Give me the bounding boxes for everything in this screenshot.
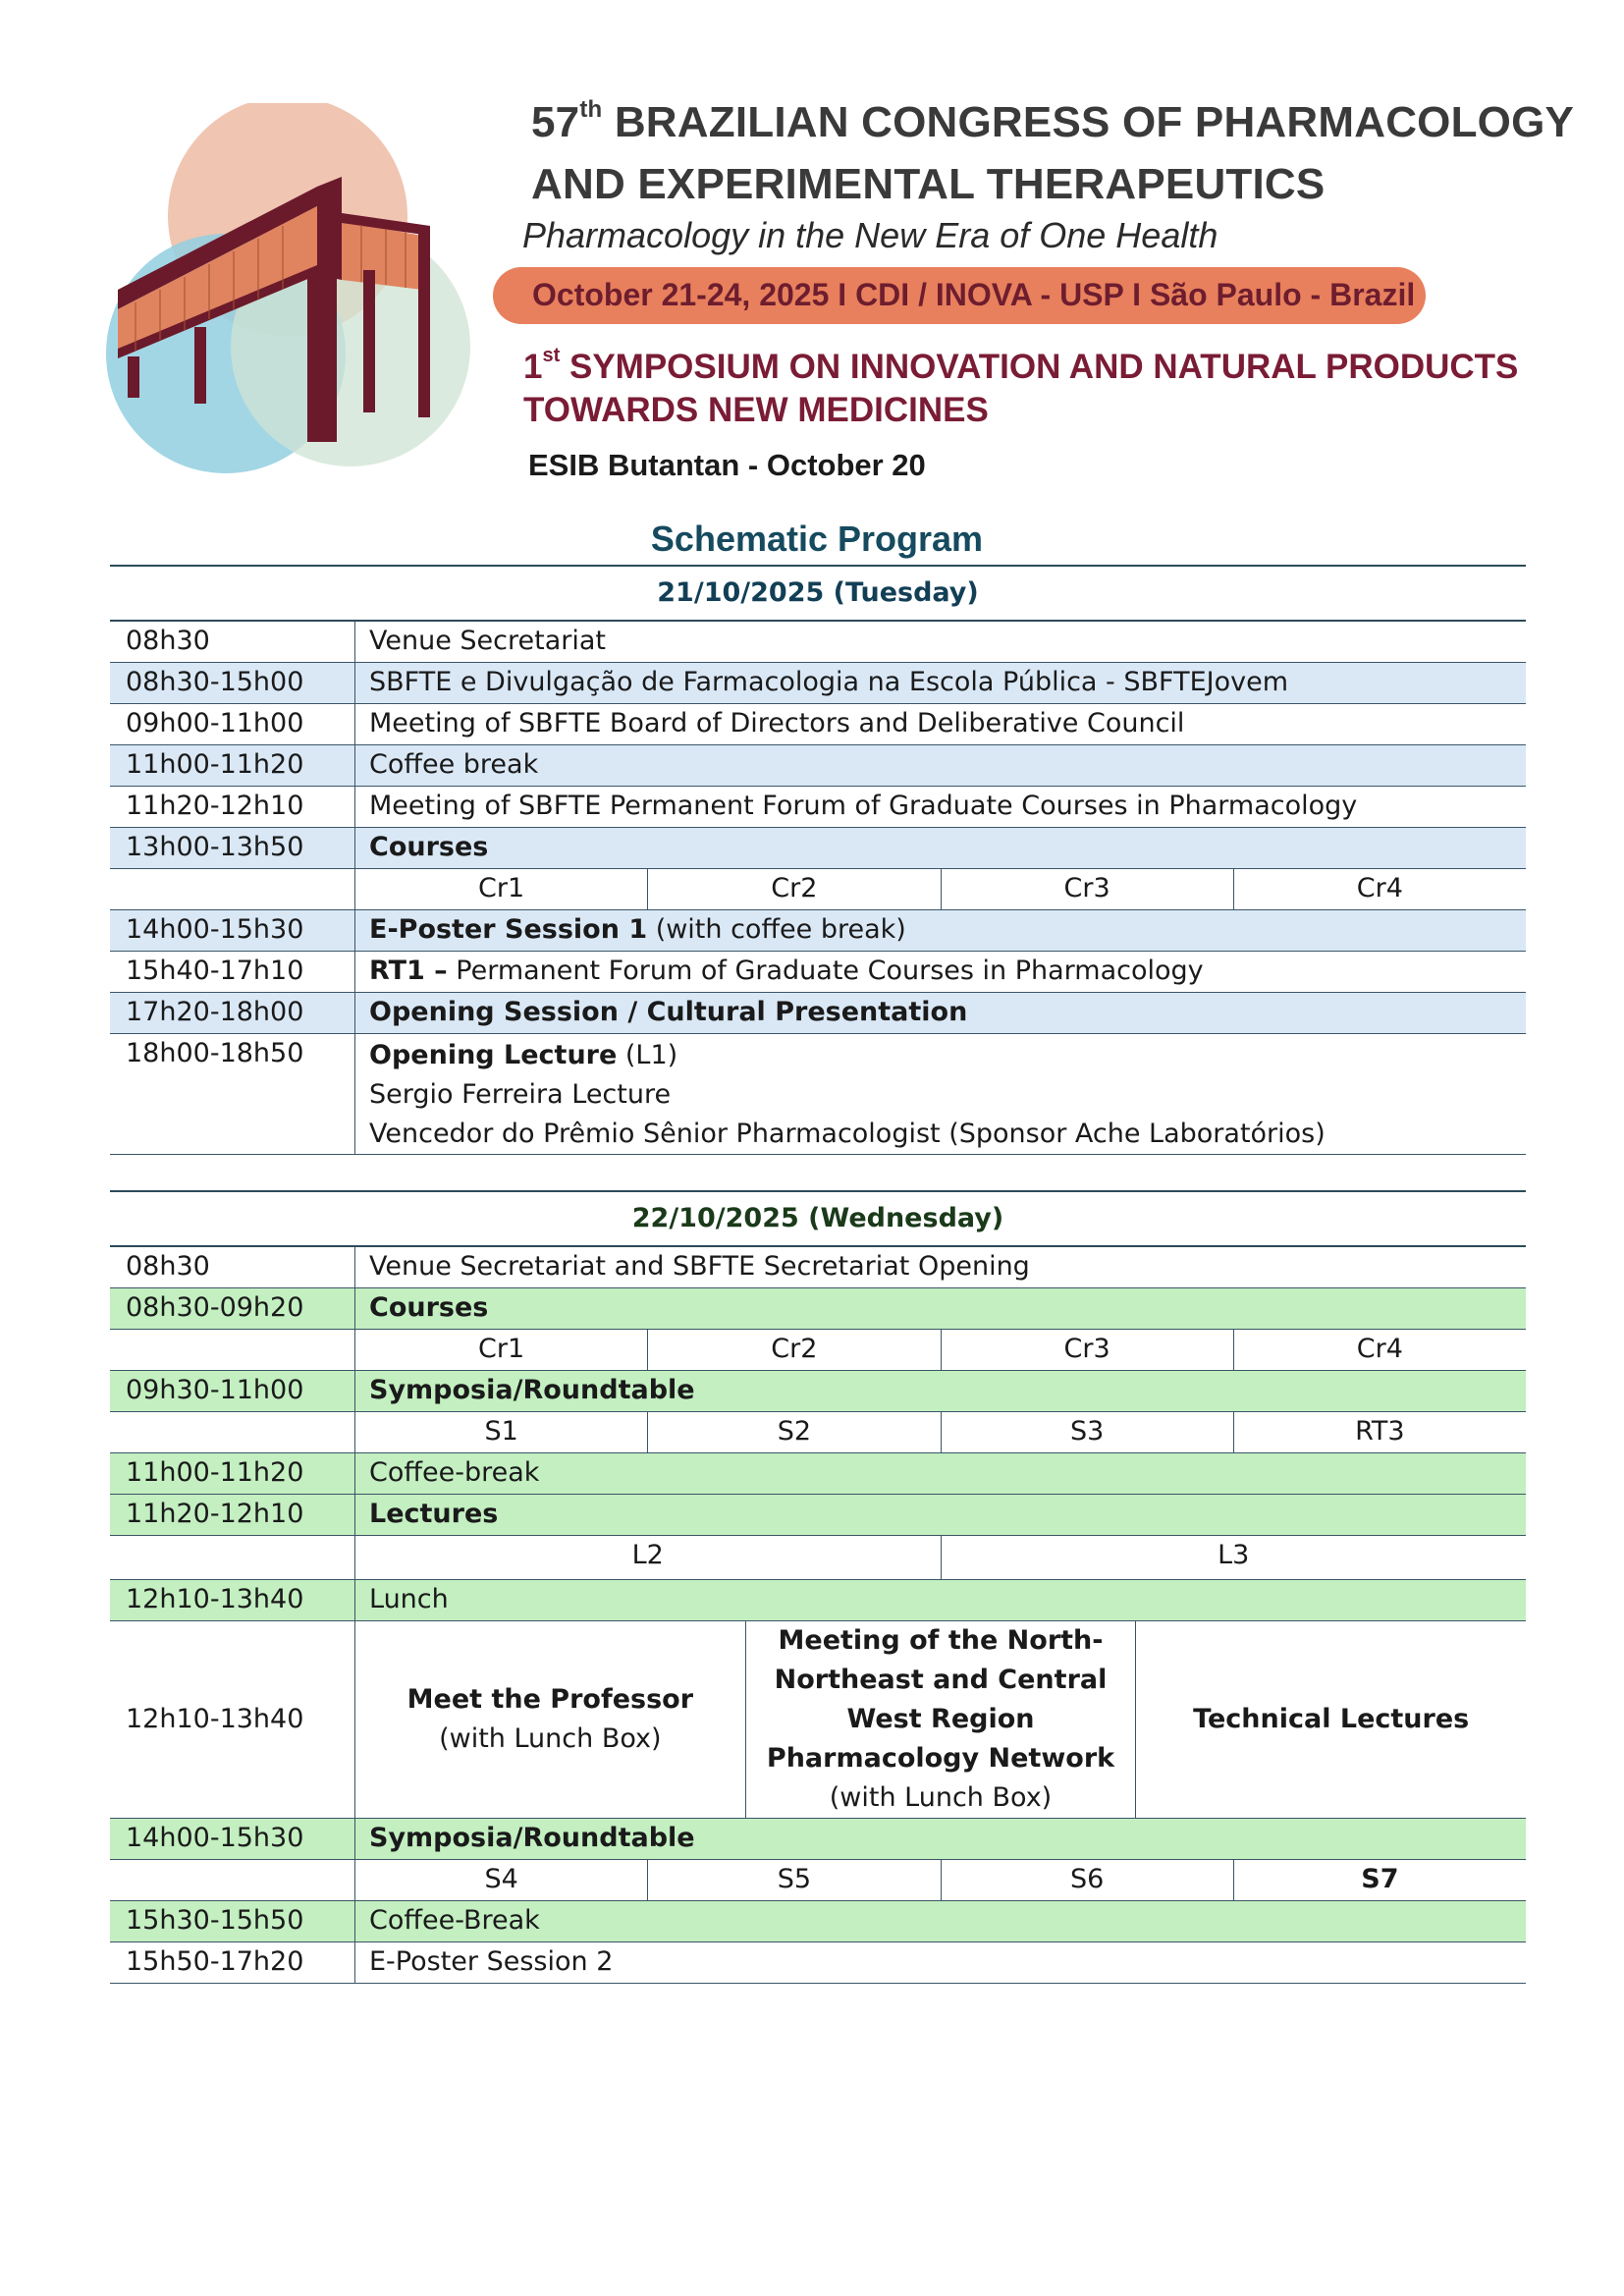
desc-cell: Symposia/Roundtable [369,1823,695,1853]
date-banner [493,267,1426,324]
table-row [110,1819,1526,1860]
course-cr1: Cr1 [355,1330,648,1370]
time-cell [110,869,355,909]
technical-lectures-cell: Technical Lectures [1193,1704,1470,1734]
congress-title-line1: 57th BRAZILIAN CONGRESS OF PHARMACOLOGY [531,96,1575,146]
table-row [110,1580,1526,1621]
network-meeting-cell: Meeting of the North-Northeast and Central West Region Pharmacology Network (with Lunch Box) [746,1621,1137,1818]
table-row [110,1495,1526,1536]
time-cell: 17h20-18h00 [110,993,355,1033]
time-cell: 11h00-11h20 [110,745,355,786]
desc-cell: Symposia/Roundtable [369,1375,695,1405]
table-row [110,1371,1526,1412]
table-row [110,787,1526,828]
schedule-day1 [110,565,1526,1155]
time-cell: 08h30-09h20 [110,1288,355,1329]
table-row [110,993,1526,1034]
table-row [110,663,1526,704]
symposium-title-line1: 1st SYMPOSIUM ON INNOVATION AND NATURAL PRODUCTS [523,345,1519,386]
desc-cell: Courses [369,1292,489,1323]
time-cell [110,1412,355,1452]
lecture-l3: L3 [1218,1540,1250,1570]
symposium-s6: S6 [942,1860,1234,1900]
time-cell: 14h00-15h30 [110,910,355,951]
table-row [110,1034,1526,1155]
symposia-cells [355,1412,1526,1452]
time-cell [110,1330,355,1370]
course-cr3: Cr3 [942,869,1234,909]
time-cell: 09h30-11h00 [110,1371,355,1411]
award-line: Vencedor do Prêmio Sênior Pharmacologist (Sponsor Ache Laboratórios) [369,1119,1326,1149]
time-cell: 14h00-15h30 [110,1819,355,1859]
symposium-s7: S7 [1361,1864,1399,1894]
table-row [110,869,1526,910]
table-row [110,1330,1526,1371]
course-cr4: Cr4 [1356,1334,1403,1364]
time-cell [110,1860,355,1900]
time-cell [110,1536,355,1579]
table-row [110,1860,1526,1901]
table-row [110,1412,1526,1453]
time-cell: 15h40-17h10 [110,952,355,992]
table-row [110,745,1526,787]
course-cr3: Cr3 [942,1330,1234,1370]
course-cr2: Cr2 [648,869,941,909]
desc-cell: SBFTE e Divulgação de Farmacologia na Escola Pública - SBFTEJovem [369,667,1289,697]
table-row [110,1901,1526,1942]
table-row [110,622,1526,663]
symposium-s3: S3 [942,1412,1234,1452]
congress-subtitle: Pharmacology in the New Era of One Health [522,215,1218,255]
table-row [110,828,1526,869]
desc-cell: Meeting of SBFTE Board of Directors and Deliberative Council [369,708,1185,738]
course-cr4: Cr4 [1356,873,1403,903]
table-row [110,1536,1526,1580]
desc-cell [355,1034,1526,1154]
lecture-name-line: Sergio Ferreira Lecture [369,1079,672,1110]
time-cell: 08h30 [110,1247,355,1287]
time-cell: 09h00-11h00 [110,704,355,744]
symposium-s5: S5 [648,1860,941,1900]
day2-heading: 22/10/2025 (Wednesday) [110,1190,1526,1247]
time-cell: 12h10-13h40 [110,1621,355,1818]
lecture-l2: L2 [355,1536,942,1579]
symposia-cells [355,1860,1526,1900]
time-cell: 11h00-11h20 [110,1453,355,1494]
date-banner-text: October 21-24, 2025 I CDI / INOVA - USP I São Paulo - Brazil [532,277,1416,312]
desc-cell: RT1 – Permanent Forum of Graduate Courses in Pharmacology [369,956,1204,986]
table-row [110,1942,1526,1984]
time-cell: 08h30 [110,622,355,662]
desc-cell: Coffee break [369,749,539,780]
desc-cell: E-Poster Session 1 (with coffee break) [369,914,906,945]
symposium-title-line2: TOWARDS NEW MEDICINES [523,391,989,429]
course-cr1: Cr1 [355,869,648,909]
table-row [110,1288,1526,1330]
lecture-cells [355,1536,1526,1579]
meet-the-professor-cell: Meet the Professor (with Lunch Box) [355,1621,746,1818]
symposium-s1: S1 [355,1412,648,1452]
course-cr2: Cr2 [648,1330,941,1370]
symposium-s2: S2 [648,1412,941,1452]
desc-cell: Coffee-break [369,1457,540,1488]
page-title: Schematic Program [650,519,984,559]
congress-logo [106,103,477,474]
table-row [110,952,1526,993]
day1-heading: 21/10/2025 (Tuesday) [110,565,1526,622]
table-row [110,1247,1526,1288]
desc-cell: Lectures [369,1499,499,1529]
table-row [110,1621,1526,1819]
course-cells [355,869,1526,909]
table-row [110,704,1526,745]
desc-cell: E-Poster Session 2 [369,1946,614,1977]
desc-cell: Venue Secretariat and SBFTE Secretariat Opening [369,1251,1030,1282]
roundtable-rt3: RT3 [1355,1416,1405,1447]
venue-line: ESIB Butantan - October 20 [528,448,926,482]
time-cell: 15h50-17h20 [110,1942,355,1983]
table-row [110,910,1526,952]
time-cell: 08h30-15h00 [110,663,355,703]
desc-cell: Courses [369,832,489,862]
time-cell: 12h10-13h40 [110,1580,355,1620]
time-cell: 13h00-13h50 [110,828,355,868]
time-cell: 11h20-12h10 [110,787,355,827]
table-row [110,1453,1526,1495]
time-cell: 11h20-12h10 [110,1495,355,1535]
desc-cell: Venue Secretariat [369,626,606,656]
course-cells [355,1330,1526,1370]
symposium-s4: S4 [355,1860,648,1900]
desc-cell: Coffee-Break [369,1905,540,1936]
desc-cell: Lunch [369,1584,449,1614]
schedule-day2 [110,1190,1526,1984]
time-cell: 15h30-15h50 [110,1901,355,1941]
opening-lecture-line: Opening Lecture (L1) [369,1040,678,1070]
desc-cell: Opening Session / Cultural Presentation [369,997,968,1027]
desc-cell: Meeting of SBFTE Permanent Forum of Graduate Courses in Pharmacology [369,791,1358,821]
lunch-activities [355,1621,1526,1818]
time-cell: 18h00-18h50 [110,1034,355,1154]
congress-title-line2: AND EXPERIMENTAL THERAPEUTICS [531,160,1326,208]
